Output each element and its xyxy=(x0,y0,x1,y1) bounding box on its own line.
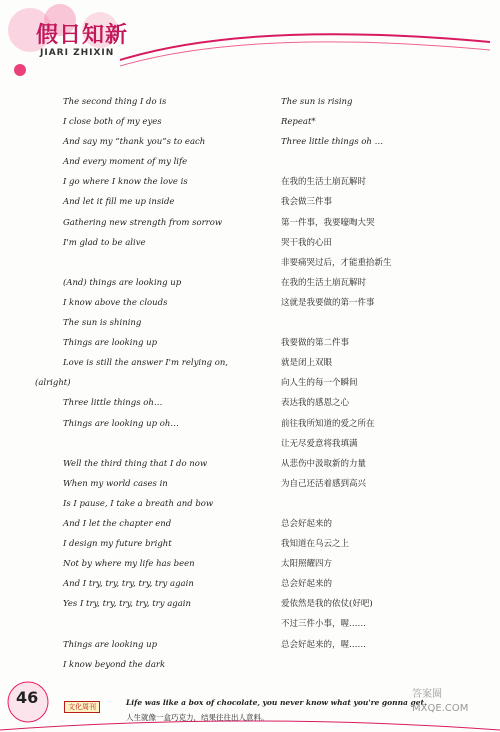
lyric-line: I go where I know the love is xyxy=(63,177,188,188)
lyric-line: Repeat* xyxy=(281,117,316,128)
lyric-line: Love is still the answer I'm relying on, xyxy=(63,358,229,369)
translation-line: 第一件事，我要嚎啕大哭 xyxy=(281,217,375,228)
lyric-line xyxy=(281,152,481,172)
logo-subtitle: JIARI ZHIXIN xyxy=(40,48,115,58)
translation-line: 为自己还活着感到高兴 xyxy=(281,478,367,489)
lyric-line: Gathering new strength from sorrow xyxy=(63,217,223,228)
footer-quote-chinese: 人生就像一盒巧克力，结果往往出人意料。 xyxy=(126,713,269,722)
page-number: 46 xyxy=(16,688,39,707)
translation-line: 从悲伤中汲取新的力量 xyxy=(281,458,367,469)
lyric-line: And say my “thank you”s to each xyxy=(63,137,206,148)
logo-title: 假日知新 xyxy=(36,23,129,48)
lyric-line xyxy=(63,253,273,273)
translation-line: 太阳照耀四方 xyxy=(281,559,333,570)
lyric-line: When my world cases in xyxy=(63,478,168,489)
lyric-line: The sun is rising xyxy=(281,97,353,107)
translation-line: 总会好起来的 xyxy=(281,518,333,529)
translation-line: 非要痛哭过后，才能重拾新生 xyxy=(281,257,392,268)
lyric-line: Three little things oh … xyxy=(281,137,384,148)
translation-line: 爱依然是我的依仗(好吧) xyxy=(281,599,373,610)
translation-line: 表达我的感恩之心 xyxy=(281,398,350,409)
lyric-line: I'm glad to be alive xyxy=(63,237,146,248)
lyric-line: The second thing I do is xyxy=(63,97,167,107)
translation-line xyxy=(281,494,481,514)
page-header xyxy=(0,0,500,92)
lyric-line: Things are looking up xyxy=(63,338,158,349)
lyric-line: And let it fill me up inside xyxy=(63,197,175,208)
lyrics-translation-column xyxy=(281,92,481,655)
translation-line: 哭干我的心田 xyxy=(281,237,333,248)
lyric-line: Is I pause, I take a breath and bow xyxy=(63,498,214,509)
lyric-line: I know above the clouds xyxy=(63,297,168,308)
translation-line: 让无尽爱意将我填满 xyxy=(281,438,358,449)
lyric-line xyxy=(63,614,273,634)
lyric-line: I close both of my eyes xyxy=(63,117,162,128)
translation-line xyxy=(281,313,481,333)
translation-line: 前往我所知道的爱之所在 xyxy=(281,418,375,429)
lyric-line: And I try, try, try, try, try again xyxy=(63,579,194,590)
lyric-line: I know beyond the dark xyxy=(63,659,166,670)
lyric-line: I design my future bright xyxy=(63,539,172,550)
lyric-line: Three little things oh… xyxy=(63,398,163,409)
lyrics-english-column xyxy=(35,92,273,675)
lyric-line: The sun is shining xyxy=(63,318,142,329)
translation-line: 这就是我要做的第一件事 xyxy=(281,297,375,308)
lyric-line: Things are looking up xyxy=(63,639,158,650)
lyric-line: And I let the chapter end xyxy=(63,518,172,529)
translation-line: 我要做的第二件事 xyxy=(281,338,350,349)
watermark: 答案圈 MXQE.COM xyxy=(412,689,469,714)
footer-badge: 文化周刊 xyxy=(64,701,100,713)
lyric-line: And every moment of my life xyxy=(63,157,188,168)
translation-line: 不过三件小事，喔…… xyxy=(281,619,367,630)
translation-line: 我知道在乌云之上 xyxy=(281,539,350,550)
translation-line: 总会好起来的 xyxy=(281,579,333,590)
lyric-line: Well the third thing that I do now xyxy=(63,458,208,469)
lyric-line: Yes I try, try, try, try, try again xyxy=(63,599,192,610)
lyric-line: (alright) xyxy=(35,378,71,389)
translation-line: 就是闭上双眼 xyxy=(281,358,333,369)
translation-line: 在我的生活土崩瓦解时 xyxy=(281,177,367,188)
lyric-line xyxy=(63,434,273,454)
translation-line: 向人生的每一个瞬间 xyxy=(281,378,358,389)
translation-line: 在我的生活土崩瓦解时 xyxy=(281,277,367,288)
lyric-line: (And) things are looking up xyxy=(63,277,182,288)
translation-line: 我会做三件事 xyxy=(281,197,333,208)
lyric-line: Things are looking up oh… xyxy=(63,418,179,429)
translation-line: 总会好起来的，喔…… xyxy=(281,639,367,650)
footer-quote-english: Life was like a box of chocolate, you never know what you're gonna get. xyxy=(126,698,427,707)
lyric-line: Not by where my life has been xyxy=(63,559,195,570)
